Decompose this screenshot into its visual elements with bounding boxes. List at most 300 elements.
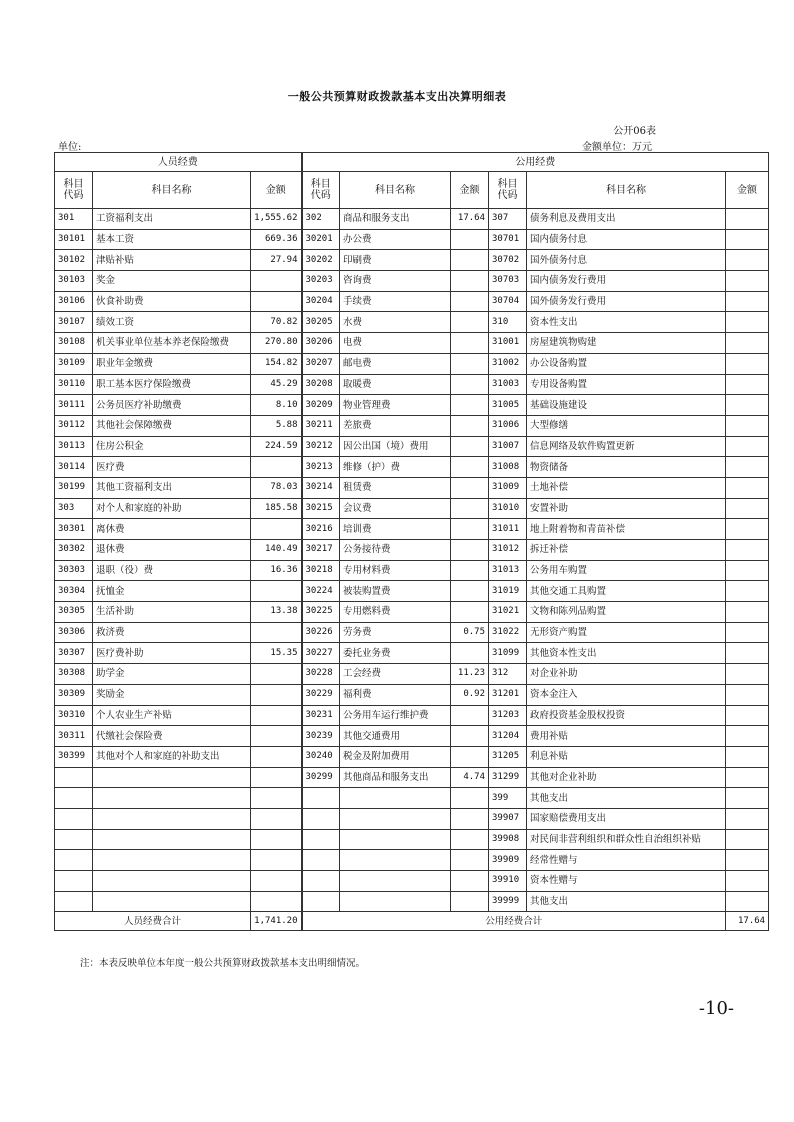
public-total-amount: 17.64 (726, 912, 769, 931)
cell-a-code: 30103 (55, 271, 93, 292)
cell-a-code: 30307 (55, 643, 93, 664)
cell-a-code: 30399 (55, 746, 93, 767)
cell-c-code: 31010 (489, 498, 527, 519)
cell-c-amt (726, 519, 769, 540)
cell-c-amt (726, 498, 769, 519)
cell-b-amt (451, 581, 489, 602)
name-header: 科目名称 (93, 172, 251, 209)
cell-c-amt (726, 415, 769, 436)
personnel-total-amount: 1,741.20 (251, 912, 302, 931)
table-row (55, 250, 769, 271)
table-row (55, 519, 769, 540)
page-number: -10- (698, 998, 734, 1019)
cell-a-name: 伙食补助费 (93, 291, 251, 312)
amount-header: 金额 (251, 172, 302, 209)
cell-c-amt (726, 229, 769, 250)
cell-b-amt (451, 250, 489, 271)
cell-a-amt (251, 684, 302, 705)
cell-c-name: 地上附着物和青苗补偿 (527, 519, 726, 540)
cell-c-amt (726, 767, 769, 788)
cell-c-amt (726, 457, 769, 478)
cell-a-amt (251, 850, 302, 871)
cell-a-amt (251, 581, 302, 602)
cell-c-name: 国内债务发行费用 (527, 271, 726, 292)
cell-b-amt (451, 271, 489, 292)
cell-b-name: 取暖费 (340, 374, 451, 395)
cell-b-code: 30209 (302, 395, 340, 416)
cell-a-name: 奖金 (93, 271, 251, 292)
cell-c-name: 费用补贴 (527, 726, 726, 747)
cell-c-code: 31201 (489, 684, 527, 705)
cell-c-amt (726, 250, 769, 271)
table-row (55, 560, 769, 581)
cell-c-name: 经常性赠与 (527, 850, 726, 871)
cell-a-code: 30302 (55, 540, 93, 561)
cell-c-name: 大型修缮 (527, 415, 726, 436)
table-row (55, 664, 769, 685)
cell-a-amt: 669.36 (251, 229, 302, 250)
cell-c-amt (726, 788, 769, 809)
cell-a-amt (251, 457, 302, 478)
cell-c-name: 资本金注入 (527, 684, 726, 705)
cell-c-amt (726, 850, 769, 871)
cell-c-name: 对企业补助 (527, 664, 726, 685)
cell-c-name: 拆迁补偿 (527, 540, 726, 561)
table-row (55, 891, 769, 912)
cell-c-code: 312 (489, 664, 527, 685)
cell-c-code: 31003 (489, 374, 527, 395)
cell-b-amt (451, 829, 489, 850)
cell-b-code: 30207 (302, 353, 340, 374)
cell-c-amt (726, 353, 769, 374)
cell-b-amt (451, 726, 489, 747)
cell-c-amt (726, 271, 769, 292)
cell-b-amt (451, 808, 489, 829)
cell-a-code: 30304 (55, 581, 93, 602)
cell-b-amt (451, 891, 489, 912)
cell-a-name: 津贴补贴 (93, 250, 251, 271)
cell-a-amt (251, 746, 302, 767)
table-row (55, 622, 769, 643)
cell-c-amt (726, 643, 769, 664)
cell-c-code: 31299 (489, 767, 527, 788)
cell-c-amt (726, 581, 769, 602)
cell-c-amt (726, 622, 769, 643)
table-row (55, 540, 769, 561)
cell-b-code: 30229 (302, 684, 340, 705)
cell-b-code: 30206 (302, 333, 340, 354)
totals-row (55, 912, 769, 931)
cell-b-name: 办公费 (340, 229, 451, 250)
cell-b-code (302, 788, 340, 809)
cell-c-amt (726, 684, 769, 705)
cell-a-amt: 16.36 (251, 560, 302, 581)
cell-a-code (55, 871, 93, 892)
cell-b-amt (451, 229, 489, 250)
cell-a-name (93, 850, 251, 871)
table-row (55, 684, 769, 705)
cell-a-amt: 5.88 (251, 415, 302, 436)
cell-a-amt: 15.35 (251, 643, 302, 664)
table-row (55, 705, 769, 726)
cell-a-amt (251, 705, 302, 726)
cell-c-code: 31021 (489, 602, 527, 623)
cell-a-name: 对个人和家庭的补助 (93, 498, 251, 519)
cell-c-amt (726, 436, 769, 457)
cell-b-name: 公务用车运行维护费 (340, 705, 451, 726)
table-row (55, 808, 769, 829)
cell-c-code: 307 (489, 209, 527, 230)
cell-a-amt: 27.94 (251, 250, 302, 271)
cell-b-name: 商品和服务支出 (340, 209, 451, 230)
table-row (55, 415, 769, 436)
cell-a-amt: 154.82 (251, 353, 302, 374)
table-row (55, 498, 769, 519)
table-row (55, 312, 769, 333)
cell-a-name: 职业年金缴费 (93, 353, 251, 374)
code-header: 科目 代码 (489, 172, 527, 209)
cell-c-amt (726, 312, 769, 333)
cell-c-amt (726, 664, 769, 685)
table-row (55, 643, 769, 664)
code-header: 科目 代码 (55, 172, 93, 209)
cell-a-name (93, 829, 251, 850)
cell-a-code: 30108 (55, 333, 93, 354)
cell-a-name: 公务员医疗补助缴费 (93, 395, 251, 416)
cell-b-code: 30228 (302, 664, 340, 685)
cell-c-code: 31099 (489, 643, 527, 664)
cell-b-code (302, 808, 340, 829)
cell-a-amt: 45.29 (251, 374, 302, 395)
cell-b-amt (451, 477, 489, 498)
cell-c-amt (726, 808, 769, 829)
cell-a-amt: 140.49 (251, 540, 302, 561)
table-row (55, 726, 769, 747)
cell-c-amt (726, 477, 769, 498)
cell-b-code: 30205 (302, 312, 340, 333)
cell-b-code (302, 829, 340, 850)
cell-b-name (340, 829, 451, 850)
cell-b-code: 30216 (302, 519, 340, 540)
cell-c-amt (726, 746, 769, 767)
cell-b-code: 30215 (302, 498, 340, 519)
cell-c-name: 房屋建筑物购建 (527, 333, 726, 354)
table-body (55, 153, 769, 931)
cell-a-name: 工资福利支出 (93, 209, 251, 230)
cell-c-amt (726, 209, 769, 230)
cell-b-amt (451, 643, 489, 664)
header-row-group (55, 153, 769, 172)
cell-b-amt: 17.64 (451, 209, 489, 230)
cell-b-code: 30203 (302, 271, 340, 292)
cell-b-amt (451, 519, 489, 540)
cell-a-name: 住房公积金 (93, 436, 251, 457)
cell-b-name (340, 850, 451, 871)
cell-a-amt: 270.80 (251, 333, 302, 354)
cell-b-amt (451, 540, 489, 561)
cell-b-amt (451, 291, 489, 312)
cell-b-code: 30218 (302, 560, 340, 581)
cell-a-name: 退职（役）费 (93, 560, 251, 581)
cell-c-amt (726, 705, 769, 726)
table-row (55, 602, 769, 623)
cell-a-name: 基本工资 (93, 229, 251, 250)
cell-c-code: 31012 (489, 540, 527, 561)
cell-b-name: 培训费 (340, 519, 451, 540)
cell-a-amt: 185.58 (251, 498, 302, 519)
table-row (55, 767, 769, 788)
table-row (55, 850, 769, 871)
cell-b-code: 30214 (302, 477, 340, 498)
cell-a-code: 30111 (55, 395, 93, 416)
cell-b-amt (451, 312, 489, 333)
cell-b-name: 电费 (340, 333, 451, 354)
cell-c-code: 30701 (489, 229, 527, 250)
cell-b-code: 30240 (302, 746, 340, 767)
cell-a-amt: 13.38 (251, 602, 302, 623)
cell-a-code: 30102 (55, 250, 93, 271)
cell-c-amt (726, 374, 769, 395)
cell-c-name: 办公设备购置 (527, 353, 726, 374)
cell-c-code: 39909 (489, 850, 527, 871)
cell-c-amt (726, 291, 769, 312)
cell-b-code: 302 (302, 209, 340, 230)
cell-b-code: 30201 (302, 229, 340, 250)
cell-b-amt: 0.75 (451, 622, 489, 643)
cell-b-name: 福利费 (340, 684, 451, 705)
cell-c-name: 其他支出 (527, 788, 726, 809)
cell-c-code: 39908 (489, 829, 527, 850)
cell-b-amt (451, 560, 489, 581)
cell-b-name: 其他商品和服务支出 (340, 767, 451, 788)
cell-b-amt (451, 415, 489, 436)
cell-a-amt (251, 622, 302, 643)
table-row (55, 291, 769, 312)
cell-b-name (340, 788, 451, 809)
cell-a-code: 30106 (55, 291, 93, 312)
cell-c-code: 31022 (489, 622, 527, 643)
cell-b-name (340, 871, 451, 892)
cell-c-code: 31005 (489, 395, 527, 416)
public-total-label: 公用经费合计 (302, 912, 726, 931)
public-header: 公用经费 (302, 153, 769, 172)
cell-b-name (340, 891, 451, 912)
cell-b-amt (451, 498, 489, 519)
cell-b-code: 30208 (302, 374, 340, 395)
cell-c-code: 31001 (489, 333, 527, 354)
cell-b-amt (451, 457, 489, 478)
cell-b-name: 印刷费 (340, 250, 451, 271)
cell-b-name: 劳务费 (340, 622, 451, 643)
cell-a-amt (251, 871, 302, 892)
cell-c-name: 信息网络及软件购置更新 (527, 436, 726, 457)
cell-a-name: 救济费 (93, 622, 251, 643)
cell-c-name: 利息补贴 (527, 746, 726, 767)
cell-b-amt: 11.23 (451, 664, 489, 685)
cell-a-code: 30310 (55, 705, 93, 726)
cell-a-name: 个人农业生产补贴 (93, 705, 251, 726)
cell-b-name: 维修（护）费 (340, 457, 451, 478)
cell-a-amt (251, 519, 302, 540)
cell-b-code: 30299 (302, 767, 340, 788)
table-row (55, 829, 769, 850)
cell-c-code: 31002 (489, 353, 527, 374)
cell-a-amt: 1,555.62 (251, 209, 302, 230)
cell-b-amt (451, 374, 489, 395)
cell-b-code: 30212 (302, 436, 340, 457)
cell-c-name: 资本性支出 (527, 312, 726, 333)
cell-a-name (93, 871, 251, 892)
cell-c-name: 其他支出 (527, 891, 726, 912)
cell-c-amt (726, 333, 769, 354)
amount-header: 金额 (451, 172, 489, 209)
cell-b-amt (451, 705, 489, 726)
cell-c-amt (726, 726, 769, 747)
cell-c-name: 基础设施建设 (527, 395, 726, 416)
cell-a-name (93, 767, 251, 788)
cell-a-code: 30101 (55, 229, 93, 250)
cell-a-amt (251, 726, 302, 747)
cell-c-amt (726, 540, 769, 561)
name-header: 科目名称 (527, 172, 726, 209)
cell-a-amt: 70.82 (251, 312, 302, 333)
cell-a-code: 30112 (55, 415, 93, 436)
cell-a-name: 代缴社会保险费 (93, 726, 251, 747)
cell-c-name: 无形资产购置 (527, 622, 726, 643)
cell-a-code (55, 850, 93, 871)
table-row (55, 229, 769, 250)
cell-b-amt (451, 788, 489, 809)
cell-c-amt (726, 829, 769, 850)
cell-c-name: 其他对企业补助 (527, 767, 726, 788)
cell-b-name: 被装购置费 (340, 581, 451, 602)
personnel-total-label: 人员经费合计 (55, 912, 251, 931)
cell-a-amt (251, 664, 302, 685)
personnel-header: 人员经费 (55, 153, 302, 172)
cell-b-amt (451, 746, 489, 767)
cell-c-code: 30702 (489, 250, 527, 271)
cell-a-name: 职工基本医疗保险缴费 (93, 374, 251, 395)
cell-b-code: 30227 (302, 643, 340, 664)
cell-b-name: 专用材料费 (340, 560, 451, 581)
table-row (55, 436, 769, 457)
cell-c-code: 399 (489, 788, 527, 809)
cell-a-amt (251, 788, 302, 809)
cell-a-code: 30305 (55, 602, 93, 623)
cell-b-name: 因公出国（境）费用 (340, 436, 451, 457)
page-title: 一般公共预算财政拨款基本支出决算明细表 (287, 90, 507, 103)
cell-a-code: 30113 (55, 436, 93, 457)
cell-b-code: 30211 (302, 415, 340, 436)
cell-b-name: 专用燃料费 (340, 602, 451, 623)
cell-b-amt (451, 353, 489, 374)
cell-a-amt: 224.59 (251, 436, 302, 457)
cell-c-amt (726, 602, 769, 623)
money-unit-label: 金额单位：万元 (582, 142, 652, 153)
cell-a-code: 30110 (55, 374, 93, 395)
cell-c-code: 31205 (489, 746, 527, 767)
cell-a-code (55, 808, 93, 829)
cell-a-code: 303 (55, 498, 93, 519)
table-row (55, 457, 769, 478)
cell-b-code: 30239 (302, 726, 340, 747)
cell-a-code (55, 829, 93, 850)
cell-a-name: 医疗费补助 (93, 643, 251, 664)
cell-a-code: 30311 (55, 726, 93, 747)
cell-b-name: 差旅费 (340, 415, 451, 436)
cell-a-name: 奖励金 (93, 684, 251, 705)
cell-a-name: 医疗费 (93, 457, 251, 478)
table-row (55, 871, 769, 892)
cell-c-name: 资本性赠与 (527, 871, 726, 892)
cell-a-code: 30306 (55, 622, 93, 643)
cell-c-code: 31006 (489, 415, 527, 436)
cell-b-name: 咨询费 (340, 271, 451, 292)
cell-b-amt: 4.74 (451, 767, 489, 788)
cell-a-name: 生活补助 (93, 602, 251, 623)
cell-c-amt (726, 560, 769, 581)
footnote: 注：本表反映单位本年度一般公共预算财政拨款基本支出明细情况。 (80, 958, 366, 969)
cell-b-name: 水费 (340, 312, 451, 333)
cell-b-code (302, 891, 340, 912)
cell-b-amt (451, 850, 489, 871)
table-row (55, 581, 769, 602)
table-row (55, 477, 769, 498)
cell-c-amt (726, 395, 769, 416)
cell-a-code (55, 767, 93, 788)
cell-b-name: 工会经费 (340, 664, 451, 685)
cell-a-amt (251, 271, 302, 292)
cell-b-code: 30231 (302, 705, 340, 726)
cell-c-name: 专用设备购置 (527, 374, 726, 395)
cell-c-code: 30703 (489, 271, 527, 292)
cell-a-code: 30303 (55, 560, 93, 581)
cell-c-name: 债务利息及费用支出 (527, 209, 726, 230)
cell-a-amt (251, 829, 302, 850)
cell-b-code: 30225 (302, 602, 340, 623)
cell-a-code: 30309 (55, 684, 93, 705)
cell-a-name (93, 788, 251, 809)
cell-c-code: 31011 (489, 519, 527, 540)
cell-b-code: 30204 (302, 291, 340, 312)
cell-c-code: 31203 (489, 705, 527, 726)
cell-b-name: 物业管理费 (340, 395, 451, 416)
cell-b-code (302, 871, 340, 892)
expenditure-table (54, 152, 769, 931)
cell-c-code: 39999 (489, 891, 527, 912)
table-row (55, 333, 769, 354)
name-header: 科目名称 (340, 172, 451, 209)
cell-c-code: 31007 (489, 436, 527, 457)
cell-c-amt (726, 891, 769, 912)
cell-a-name: 退休费 (93, 540, 251, 561)
cell-a-name (93, 808, 251, 829)
table-number: 公开06表 (613, 126, 656, 137)
cell-c-code: 31009 (489, 477, 527, 498)
cell-b-name: 邮电费 (340, 353, 451, 374)
cell-c-code: 31019 (489, 581, 527, 602)
cell-c-code: 39907 (489, 808, 527, 829)
cell-b-name (340, 808, 451, 829)
cell-a-name: 其他社会保障缴费 (93, 415, 251, 436)
cell-a-code: 30109 (55, 353, 93, 374)
cell-c-name: 国外债务发行费用 (527, 291, 726, 312)
cell-c-code: 39910 (489, 871, 527, 892)
cell-a-name: 其他工资福利支出 (93, 477, 251, 498)
cell-c-code: 31204 (489, 726, 527, 747)
cell-a-name: 其他对个人和家庭的补助支出 (93, 746, 251, 767)
table-row (55, 395, 769, 416)
